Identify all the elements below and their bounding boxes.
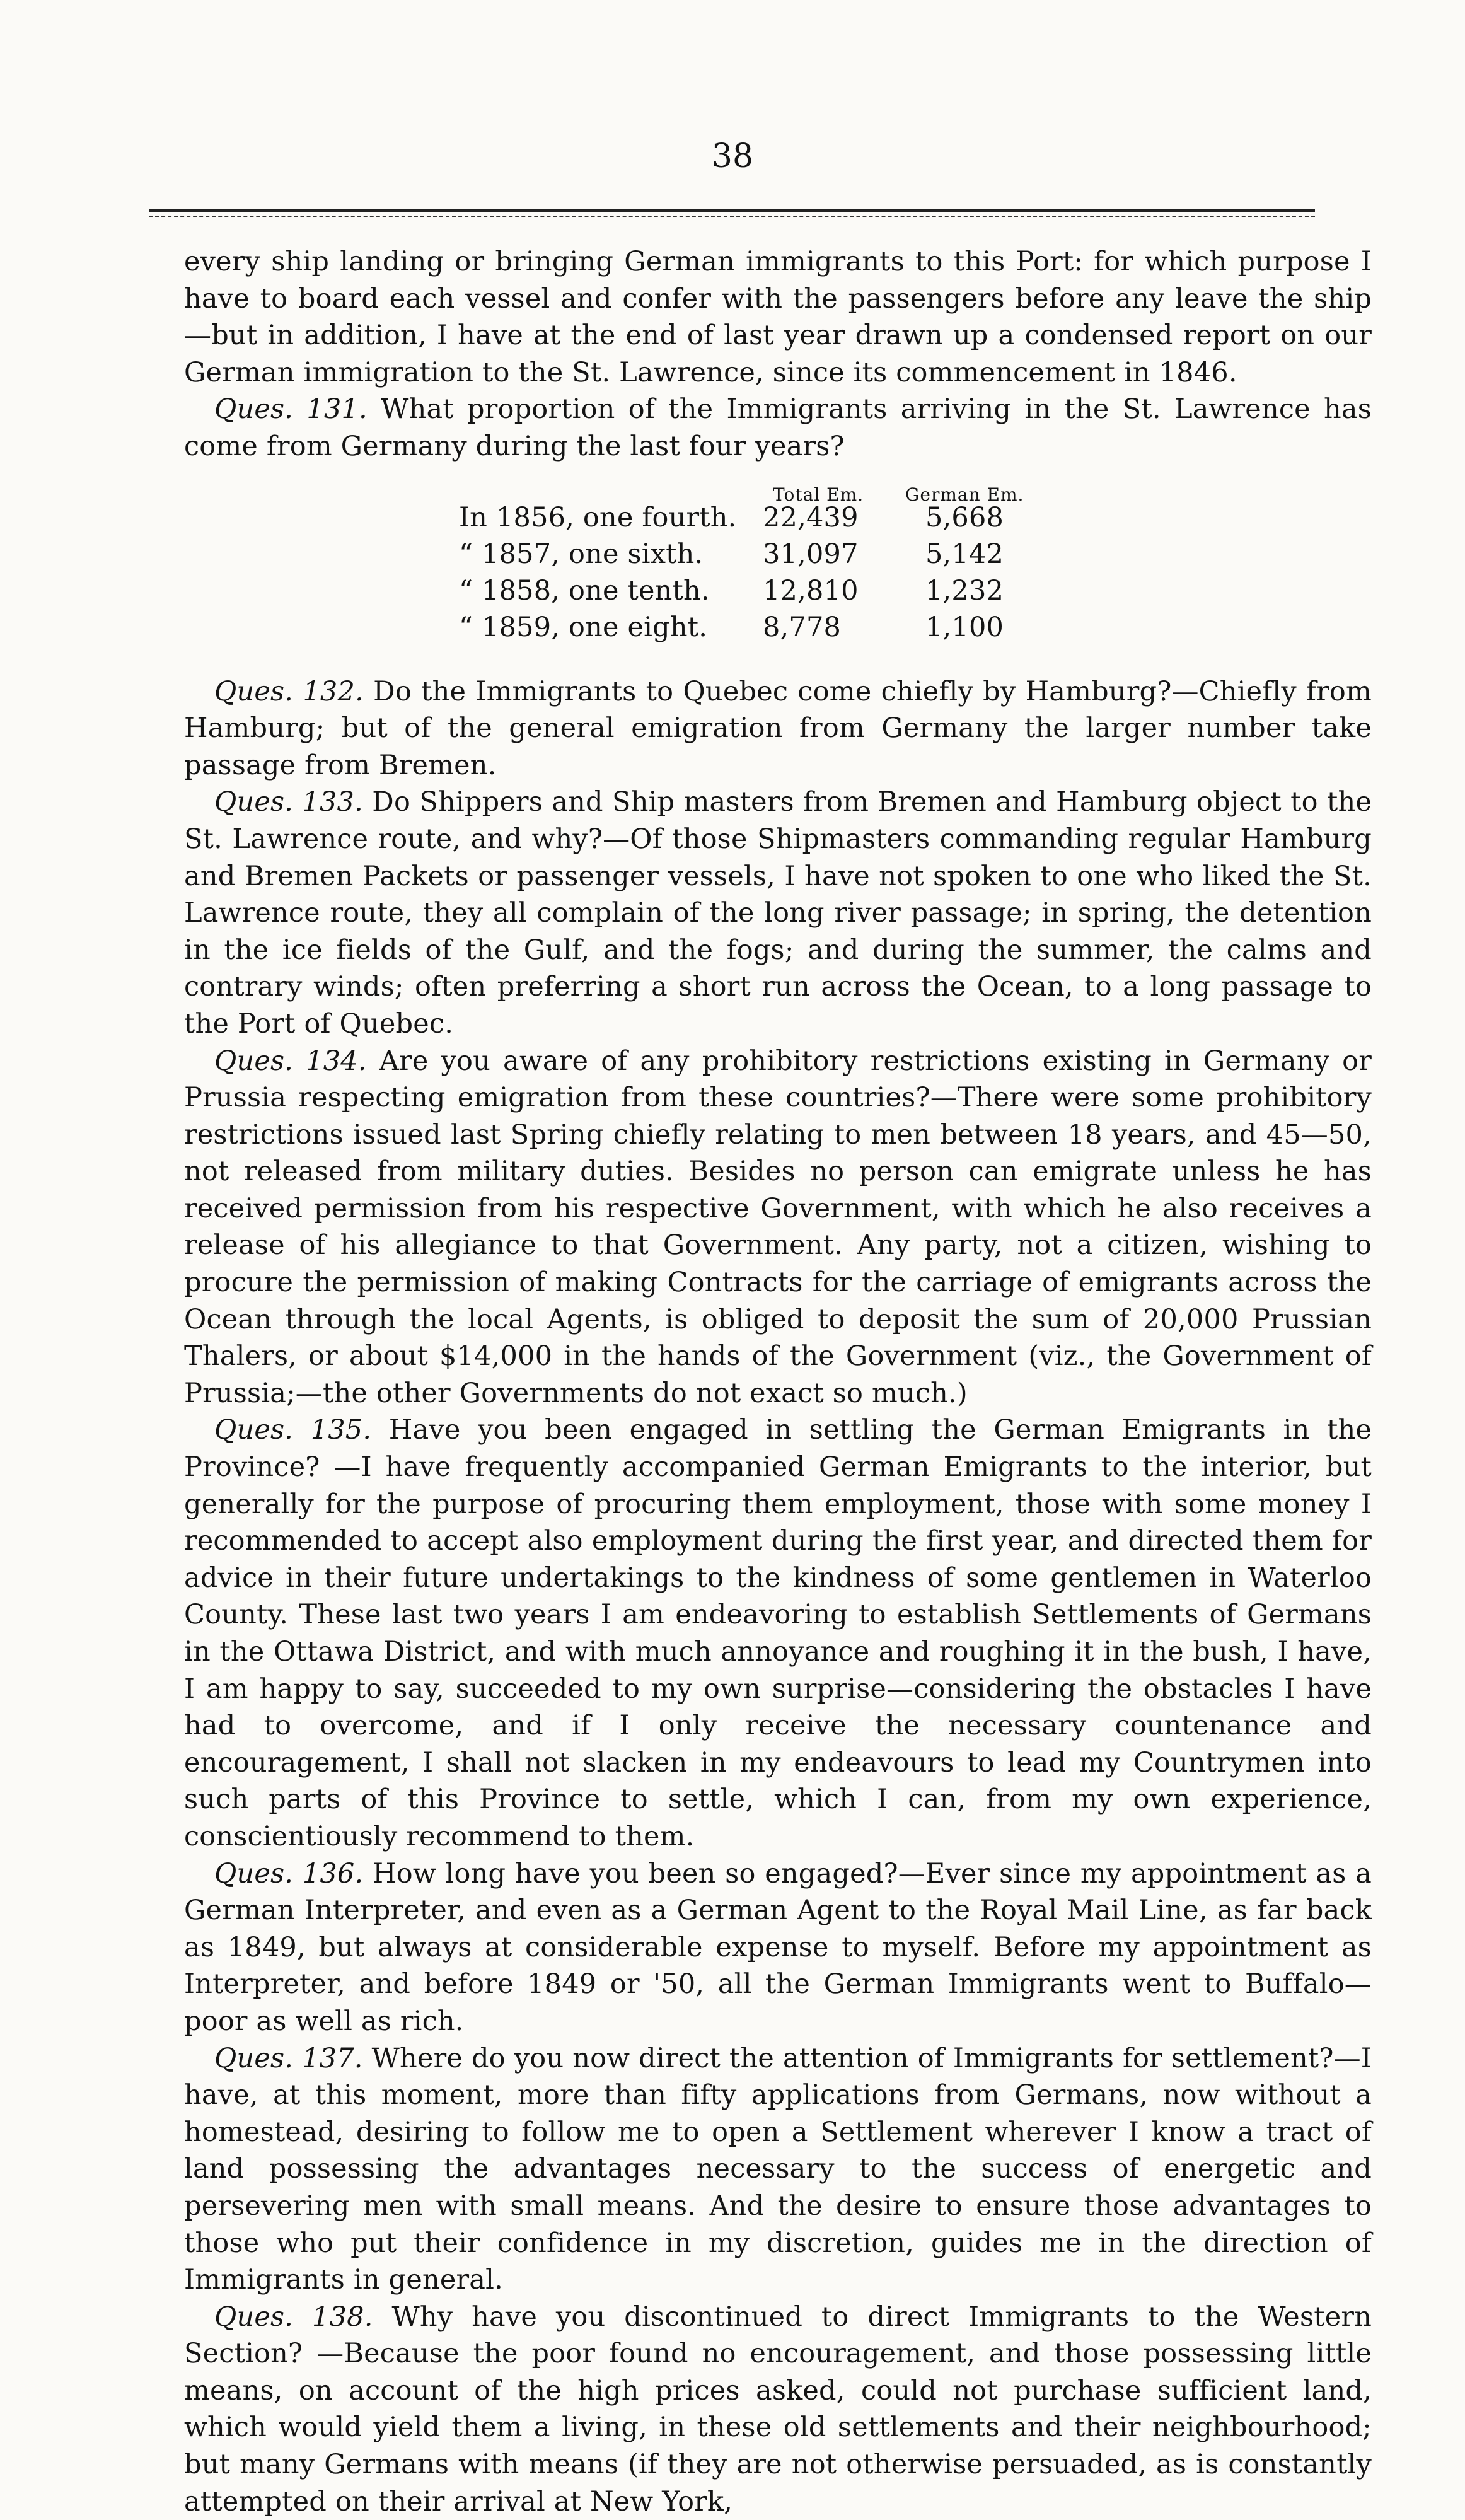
question-138 (184, 2299, 1372, 2520)
table-cell-total: 12,810 (763, 574, 859, 607)
table-cell-year: In 1856, one fourth. (459, 501, 737, 533)
question-134-label: Ques. 134. (214, 1045, 367, 1077)
question-134 (184, 1043, 1372, 1412)
table-header-total: Total Em. (773, 484, 864, 505)
question-136 (184, 1855, 1372, 2040)
table-cell-year: “ 1857, one sixth. (459, 538, 704, 570)
table-cell-year: “ 1859, one eight. (459, 611, 708, 643)
table-cell-german: 1,100 (925, 611, 1004, 643)
table-cell-year: “ 1858, one tenth. (459, 574, 710, 607)
question-133-text: Do Shippers and Ship masters from Bremen and Hamburg object to the St. Lawrence route, and why?—Of those Shipmasters commanding regular Hamburg and Bremen Packets or passenger vessels, I have not spoken to one who liked the St. Lawrence route, they all complain of the long river passage; in spring, the detention in the ice fields of the Gulf, and the fogs; and during the summer, the calms and contrary winds; often preferring a short run across the Ocean, to a long passage to the Port of Quebec. (184, 786, 1372, 1040)
table-row (184, 536, 1372, 571)
table-cell-german: 1,232 (925, 574, 1004, 607)
header-rule-solid (149, 209, 1315, 212)
question-137-text: Where do you now direct the attention of Immigrants for settlement?—I have, at this moment, more than fifty applications from Germans, now without a homestead, desiring to follow me to open a Settlement wherever I know a tract of land possessing the advantages necessary to the success of energetic and persevering men with small means. And the desire to ensure those advantages to those who put their confidence in my discretion, guides me in the direction of Immigrants in general. (184, 2042, 1372, 2296)
question-133 (184, 784, 1372, 1042)
table-header-german: German Em. (905, 484, 1024, 505)
question-131 (184, 391, 1372, 465)
question-132-label: Ques. 132. (214, 675, 364, 707)
body-text (184, 243, 1372, 2520)
question-136-text: How long have you been so engaged?—Ever since my appointment as a German Interpreter, and even as a German Agent to the Royal Mail Line, as far back as 1849, but always at considerable expense to myself. Before my appointment as Interpreter, and before 1849 or '50, all the German Immigrants went to Buffalo—poor as well as rich. (184, 1857, 1372, 2037)
question-132 (184, 673, 1372, 784)
question-137-label: Ques. 137. (214, 2042, 363, 2074)
question-131-label: Ques. 131. (214, 393, 368, 426)
table-cell-german: 5,668 (925, 501, 1004, 533)
question-136-label: Ques. 136. (214, 1857, 364, 1890)
paragraph-intro: every ship landing or bringing German immigrants to this Port: for which purpose I have to board each vessel and confer with the passengers before any leave the ship—but in addition, I have at the end of last year drawn up a condensed report on our German immigration to the St. Lawrence, since its commencement in 1846. (184, 246, 1372, 388)
question-135-label: Ques. 135. (214, 1414, 372, 1446)
table-row (184, 499, 1372, 535)
table-cell-total: 31,097 (763, 538, 859, 570)
question-134-text: Are you aware of any prohibitory restrictions existing in Germany or Prussia respecting emigration from these countries?—There were some prohibitory restrictions issued last Spring chiefly relating to men between 18 years, and 45—50, not released from military duties. Besides no person can emigrate unless he has received permission from his respective Government, with which he also receives a release of his allegiance to that Government. Any party, not a citizen, wishing to procure the permission of making Contracts for the carriage of emigrants across the Ocean through the local Agents, is obliged to deposit the sum of 20,000 Prussian Thalers, or about $14,000 in the hands of the Government (viz., the Government of Prussia;—the other Governments do not exact so much.) (184, 1045, 1372, 1409)
page-number: 38 (711, 137, 754, 175)
question-138-label: Ques. 138. (214, 2301, 373, 2333)
table-cell-total: 22,439 (763, 501, 859, 533)
question-137 (184, 2040, 1372, 2299)
question-133-label: Ques. 133. (214, 786, 363, 818)
question-138-text: Why have you discontinued to direct Immigrants to the Western Section? —Because the poor found no encouragement, and those possessing little means, on account of the high prices asked, could not purchase sufficient land, which would yield them a living, in these old settlements and their neighbourhood; but many Germans with means (if they are not otherwise persuaded, as is constantly attempted on their arrival at New York, (184, 2301, 1372, 2517)
table-row (184, 572, 1372, 608)
question-132-text: Do the Immigrants to Quebec come chiefly by Hamburg?—Chiefly from Hamburg; but of the general emigration from Germany the larger number take passage from Bremen. (184, 675, 1372, 781)
header-rule (149, 209, 1315, 217)
header-rule-dashed (149, 216, 1315, 217)
table-cell-total: 8,778 (763, 611, 842, 643)
question-135 (184, 1412, 1372, 1855)
emigration-table (184, 477, 1372, 651)
question-131-text: What proportion of the Immigrants arriving in the St. Lawrence has come from Germany during the last four years? (184, 393, 1372, 462)
table-cell-german: 5,142 (925, 538, 1004, 570)
table-row (184, 609, 1372, 644)
question-135-text: Have you been engaged in settling the German Emigrants in the Province? —I have frequently accompanied German Emigrants to the interior, but generally for the purpose of procuring them employment, those with some money I recommended to accept also employment during the first year, and directed them for advice in their future undertakings to the kindness of some gentlemen in Waterloo County. These last two years I am endeavoring to establish Settlements of Germans in the Ottawa District, and with much annoyance and roughing it in the bush, I have, I am happy to say, succeeded to my own surprise—considering the obstacles I have had to overcome, and if I only receive the necessary countenance and encouragement, I shall not slacken in my endeavours to lead my Countrymen into such parts of this Province to settle, which I can, from my own experience, conscientiously recommend to them. (184, 1414, 1372, 1852)
